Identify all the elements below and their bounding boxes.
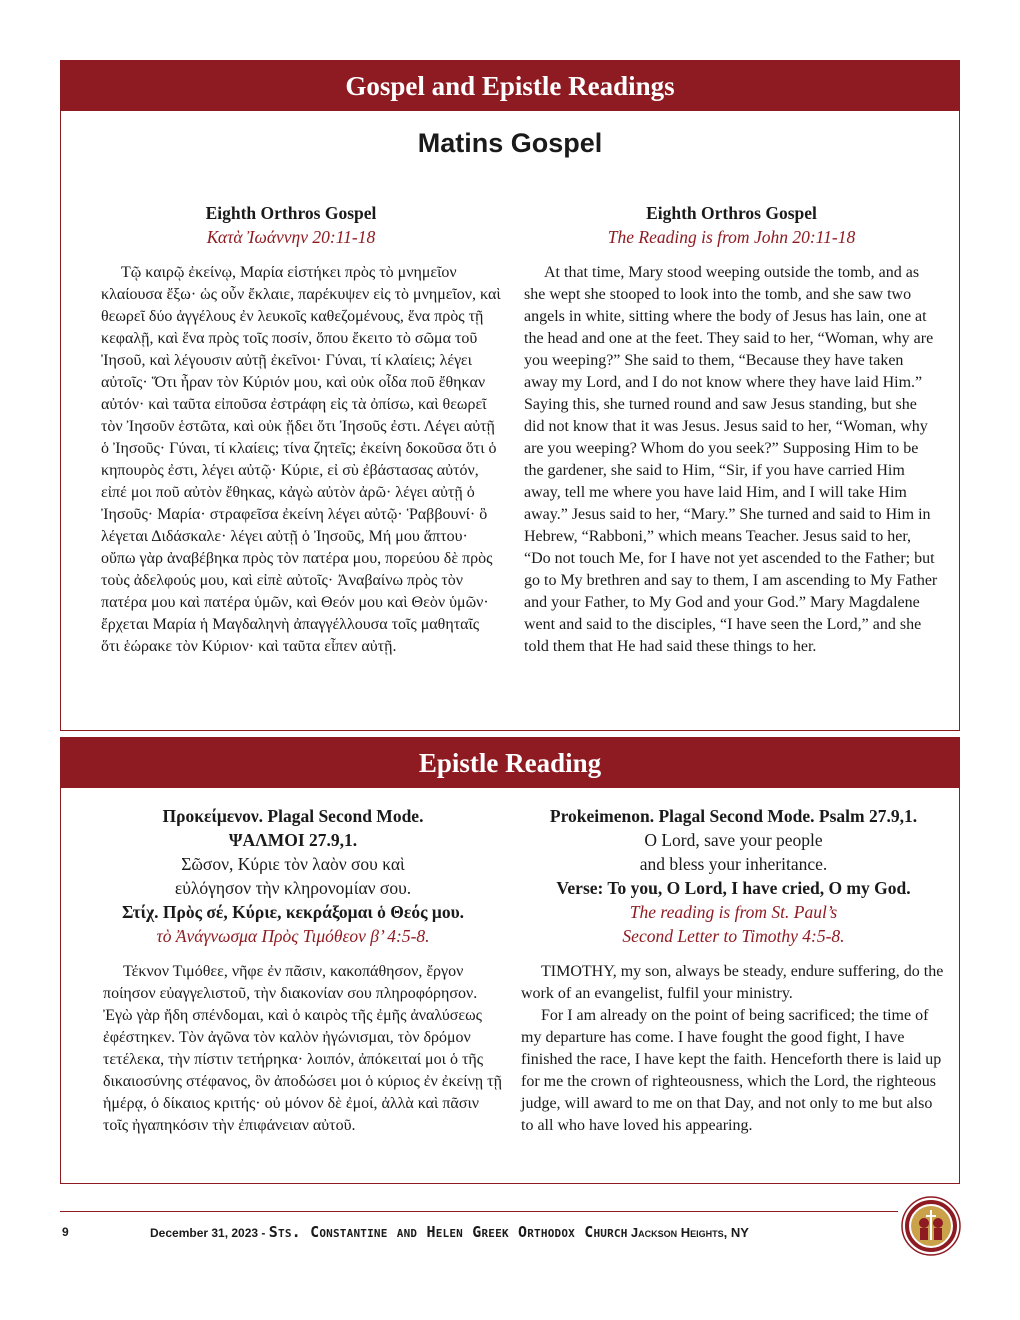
english-gospel-column: [524, 201, 939, 658]
page-number: 9: [62, 1225, 69, 1239]
footer-location: Jackson Heights, NY: [630, 1225, 749, 1240]
footer-church: Sts. Constantine and Helen Greek Orthodox Church: [268, 1223, 628, 1241]
gospel-text: Τῷ καιρῷ ἐκείνῳ, Μαρία εἱστήκει πρὸς τὸ μνημεῖον κλαίουσα ἔξω· ὡς οὖν ἔκλαιε, παρέκυψεν εἰς τὸ μνημεῖον, καὶ θεωρεῖ δύο ἀγγέλους ἐν λευκοῖς καθεζομένους, ἕνα πρὸς τῇ κεφαλῇ, καὶ ἕνα πρὸς τοῖς ποσίν, ὅπου ἔκειτο τὸ σῶμα τοῦ Ἰησοῦ, καὶ λέγουσιν αὐτῇ ἐκεῖνοι· Γύναι, τί κλαίεις; λέγει αὐτοῖς· Ὅτι ἦραν τὸν Κύριόν μου, καὶ οὐκ οἶδα ποῦ ἔθηκαν αὐτόν· καὶ ταῦτα εἰποῦσα ἐστράφη εἰς τὰ ὀπίσω, καὶ θεωρεῖ τὸν Ἰησοῦν ἑστῶτα, καὶ οὐκ ᾔδει ὅτι Ἰησοῦς ἐστι. Λέγει αὐτῇ ὁ Ἰησοῦς· Γύναι, τί κλαίεις; τίνα ζητεῖς; ἐκείνη δοκοῦσα ὅτι ὁ κηπουρὸς ἐστι, λέγει αὐτῷ· Κύριε, εἰ σὺ ἐβάστασας αὐτόν, εἰπέ μοι ποῦ αὐτὸν ἔθηκας, κἀγὼ αὐτὸν ἀρῶ· λέγει αὐτῇ ὁ Ἰησοῦς· Μαρία· στραφεῖσα ἐκείνη λέγει αὐτῷ· Ῥαββουνί· ὃ λέγεται Διδάσκαλε· λέγει αὐτῇ ὁ Ἰησοῦς, Μή μου ἅπτου· οὔπω γὰρ ἀναβέβηκα πρὸς τὸν πατέρα μου, πορεύου δὲ πρὸς τοὺς ἀδελφούς μου, καὶ εἰπὲ αὐτοῖς· Ἀναβαίνω πρὸς τὸν πατέρα μου καὶ πατέρα ὑμῶν, καὶ Θεόν μου καὶ Θεὸν ὑμῶν· ἔρχεται Μαρία ἡ Μαγδαληνὴ ἀπαγγέλλουσα τοῖς μαθηταῖς ὅτι ἑώρακε τὸν Κύριον· καὶ ταῦτα εἶπεν αὐτῇ.: [101, 264, 501, 655]
church-logo-icon: [901, 1196, 961, 1256]
epistle-section: [60, 737, 960, 1184]
epistle-text: For I am already on the point of being sacrificed; the time of my departure has come. I have fought the good fight, I have finished the race, I have kept the faith. Henceforth there is laid up for me the crown of righteousness, which the Lord, the righteous judge, will award to me on that Day, and not only to me but also to all who have loved his appearing.: [521, 1007, 942, 1134]
footer-line: [150, 1222, 870, 1242]
greek-epistle-column: [83, 804, 503, 1137]
footer-date: December 31, 2023: [150, 1226, 259, 1240]
verse-line: Verse: To you, O Lord, I have cried, O my God.: [556, 878, 911, 898]
epistle-reference: τὸ Ἀνάγνωσμα Πρὸς Τιμόθεον β’ 4:5-8.: [156, 926, 430, 946]
greek-gospel-column: [81, 201, 501, 658]
psalm-heading: ΨΑΛΜΟΙ 27.9,1.: [228, 830, 358, 850]
epistle-text: TIMOTHY, my son, always be steady, endure suffering, do the work of an evangelist, fulfil your ministry.: [521, 963, 944, 1002]
epistle-text: Τέκνον Τιμόθεε, νῆφε ἐν πᾶσιν, κακοπάθησον, ἔργον ποίησον εὐαγγελιστοῦ, τὴν διακονίαν σου πληροφόρησον. Ἐγὼ γὰρ ἤδη σπένδομαι, καὶ ὁ καιρὸς τῆς ἐμῆς ἀναλύσεως ἐφέστηκεν. Τὸν ἀγῶνα τὸν καλὸν ἠγώνισμαι, τὸν δρόμον τετέλεκα, τὴν πίστιν τετήρηκα· λοιπόν, ἀπόκειταί μοι ὁ τῆς δικαιοσύνης στέφανος, ὃν ἀποδώσει μοι ὁ κύριος ἐν ἐκείνῃ τῇ ἡμέρᾳ, ὁ δίκαιος κριτής· οὐ μόνον δὲ ἐμοί, ἀλλὰ καὶ πᾶσιν τοῖς ἠγαπηκόσιν τὴν ἐπιφάνειαν αὐτοῦ.: [103, 963, 502, 1134]
gospel-heading: Eighth Orthros Gospel: [646, 203, 817, 223]
prokeimenon-line: O Lord, save your people: [644, 830, 823, 850]
gospel-section: [60, 60, 960, 731]
prokeimenon-line: and bless your inheritance.: [639, 854, 828, 874]
section-banner: Epistle Reading: [61, 738, 959, 788]
prokeimenon-heading: Προκείμενον. Plagal Second Mode.: [162, 806, 424, 826]
section-subtitle: Matins Gospel: [417, 128, 603, 158]
gospel-reference: Κατὰ Ἰωάννην 20:11-18: [206, 227, 376, 247]
epistle-reference: The reading is from St. Paul’s: [629, 902, 838, 922]
prokeimenon-line: εὐλόγησον τὴν κληρονομίαν σου.: [174, 878, 412, 898]
prokeimenon-heading: Prokeimenon. Plagal Second Mode. Psalm 27.9,1.: [549, 806, 918, 826]
epistle-reference: Second Letter to Timothy 4:5-8.: [622, 926, 845, 946]
gospel-text: At that time, Mary stood weeping outside the tomb, and as she wept she stooped to look into the tomb, and she saw two angels in white, sitting where the body of Jesus has lain, one at the head and one at the feet. They said to her, “Woman, why are you weeping?” She said to them, “Because they have taken away my Lord, and I do not know where they have laid Him.” Saying this, she turned round and saw Jesus standing, but she did not know that it was Jesus. Jesus said to her, “Woman, why are you weeping? Whom do you seek?” Supposing Him to be the gardener, she said to Him, “Sir, if you have carried Him away, tell me where you have laid Him, and I will take Him away.” Jesus said to her, “Mary.” She turned and said to Him in Hebrew, “Rabboni,” which means Teacher. Jesus said to her, “Do not touch Me, for I have not yet ascended to the Father; but go to My brethren and say to them, I am ascending to My Father and your Father, to My God and your God.” Mary Magdalene went and said to the disciples, “I have seen the Lord,” and she told them that He had said these things to her.: [524, 264, 938, 655]
prokeimenon-line: Σῶσον, Κύριε τὸν λαὸν σου καὶ: [181, 854, 405, 874]
english-epistle-column: [521, 804, 946, 1137]
gospel-heading: Eighth Orthros Gospel: [205, 203, 377, 223]
footer-divider: [60, 1211, 898, 1212]
footer-separator: -: [261, 1226, 266, 1240]
section-banner: Gospel and Epistle Readings: [61, 61, 959, 111]
gospel-reference: The Reading is from John 20:11-18: [607, 227, 856, 247]
verse-line: Στίχ. Πρὸς σέ, Κύριε, κεκράξομαι ὁ Θεός μου.: [121, 902, 465, 922]
